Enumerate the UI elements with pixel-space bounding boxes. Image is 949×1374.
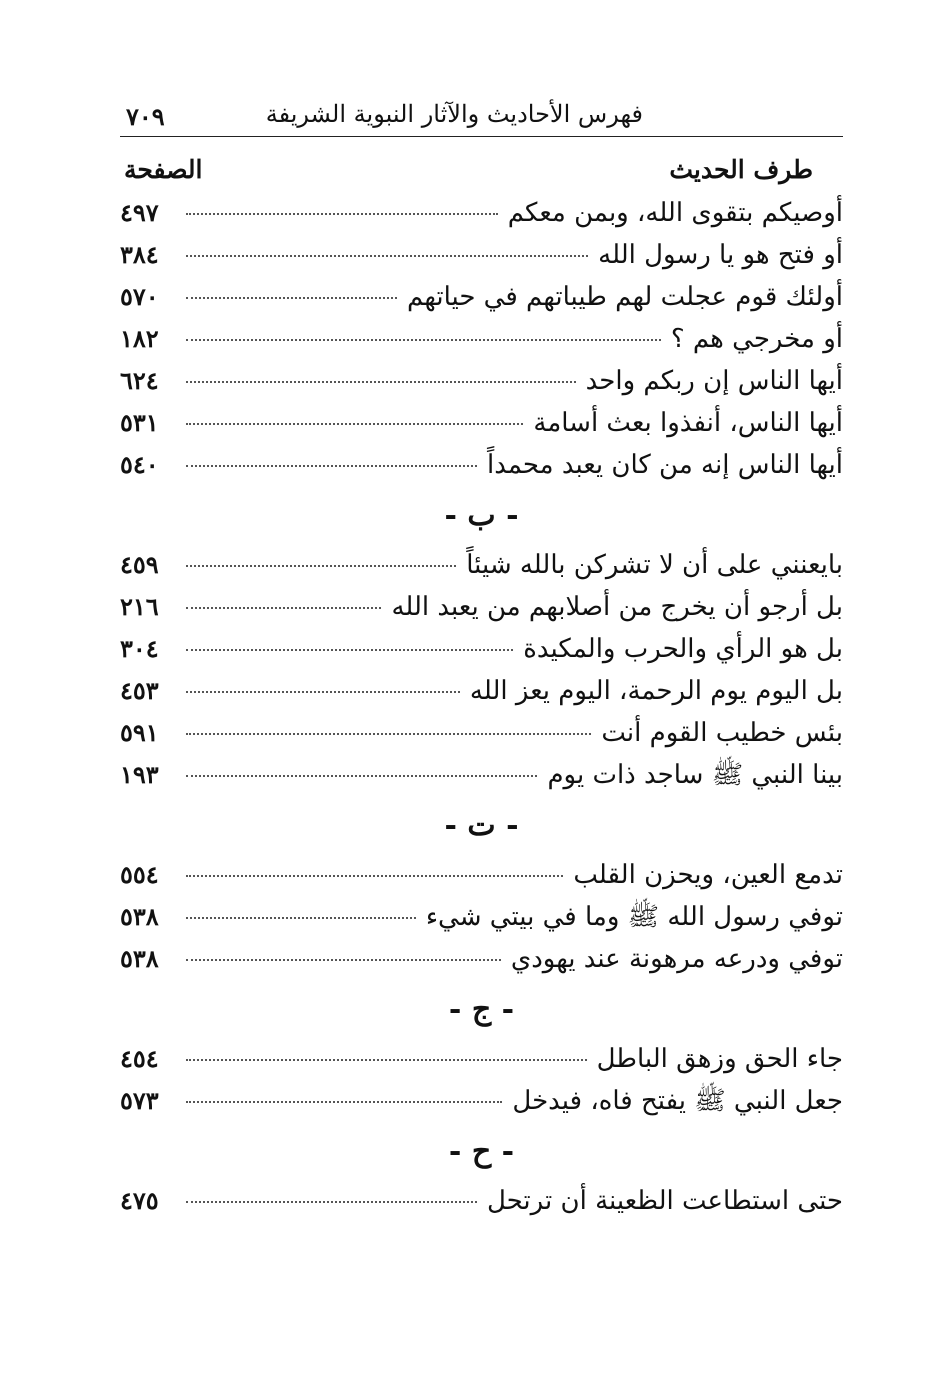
entry-page-number: ٥٣١ [120, 408, 159, 437]
dot-leader [186, 423, 523, 425]
dot-leader [186, 607, 381, 609]
section-letter-heading: - ب - [444, 497, 519, 533]
page-column-header: الصفحة [124, 155, 203, 184]
entry-page-number: ٥٧٣ [120, 1086, 159, 1115]
hadith-incipit: تدمع العين، ويحزن القلب [573, 860, 843, 890]
dot-leader [186, 213, 498, 215]
hadith-incipit: جاء الحق وزهق الباطل [596, 1044, 843, 1074]
entry-page-number: ١٨٢ [120, 324, 159, 353]
entry-page-number: ٥٩١ [120, 718, 159, 747]
index-entry [120, 754, 843, 796]
index-entry [120, 234, 843, 276]
hadith-incipit: حتى استطاعت الظعينة أن ترتحل [486, 1186, 843, 1216]
hadith-incipit: أوصيكم بتقوى الله، وبمن معكم [507, 198, 843, 228]
hadith-incipit: أولئك قوم عجلت لهم طيباتهم في حياتهم [407, 282, 843, 312]
hadith-incipit: توفي ودرعه مرهونة عند يهودي [510, 944, 843, 974]
hadith-incipit: توفي رسول الله ﷺ وما في بيتي شيء [425, 902, 843, 932]
entry-page-number: ٥٣٨ [120, 944, 159, 973]
index-entry [120, 360, 843, 402]
index-entry [120, 712, 843, 754]
section-letter-heading: - ج - [448, 991, 515, 1027]
dot-leader [186, 959, 501, 961]
index-entry [120, 276, 843, 318]
index-entry [120, 670, 843, 712]
index-entry [120, 544, 843, 586]
dot-leader [186, 691, 460, 693]
running-title: فهرس الأحاديث والآثار النبوية الشريفة [265, 100, 643, 128]
index-entry [120, 938, 843, 980]
running-header [120, 96, 843, 137]
entry-page-number: ٥٥٤ [120, 860, 159, 889]
entry-page-number: ٤٥٩ [120, 550, 159, 579]
hadith-incipit: جعل النبي ﷺ يفتح فاه، فيدخل [512, 1086, 843, 1116]
page-number: ٧٠٩ [126, 102, 165, 131]
index-entry [120, 586, 843, 628]
index-entry [120, 444, 843, 486]
dot-leader [186, 1201, 477, 1203]
hadith-incipit: أيها الناس إنه من كان يعبد محمداً [486, 450, 843, 480]
hadith-incipit: أيها الناس، أنفذوا بعث أسامة [533, 408, 843, 438]
hadith-incipit: بل هو الرأي والحرب والمكيدة [523, 634, 843, 664]
entry-page-number: ٣٠٤ [120, 634, 159, 663]
index-entry [120, 896, 843, 938]
entry-page-number: ٤٧٥ [120, 1186, 159, 1215]
dot-leader [186, 297, 397, 299]
index-entry [120, 854, 843, 896]
hadith-incipit: بينا النبي ﷺ ساجد ذات يوم [547, 760, 843, 790]
entry-page-number: ٢١٦ [120, 592, 159, 621]
entry-page-number: ٣٨٤ [120, 240, 159, 269]
entry-page-number: ٥٧٠ [120, 282, 159, 311]
entry-page-number: ٦٢٤ [120, 366, 159, 395]
column-headers [120, 155, 843, 189]
index-entry [120, 1180, 843, 1222]
dot-leader [186, 1101, 502, 1103]
section-letter-heading: - ت - [444, 807, 519, 843]
dot-leader [186, 875, 563, 877]
entry-page-number: ٥٤٠ [120, 450, 159, 479]
dot-leader [186, 381, 576, 383]
dot-leader [186, 255, 588, 257]
dot-leader [186, 917, 416, 919]
index-entry [120, 1038, 843, 1080]
dot-leader [186, 339, 661, 341]
index-entry [120, 628, 843, 670]
entry-page-number: ٥٣٨ [120, 902, 159, 931]
entry-page-number: ١٩٣ [120, 760, 159, 789]
index-entry [120, 318, 843, 360]
hadith-incipit: بل اليوم يوم الرحمة، اليوم يعز الله [469, 676, 843, 706]
section-letter-heading: - ح - [448, 1133, 515, 1169]
hadith-incipit: بل أرجو أن يخرج من أصلابهم من يعبد الله [391, 592, 843, 622]
entry-page-number: ٤٩٧ [120, 198, 159, 227]
dot-leader [186, 465, 477, 467]
hadith-incipit: بئس خطيب القوم أنت [601, 718, 843, 748]
index-entries [120, 192, 843, 1222]
hadith-incipit: بايعنني على أن لا تشركن بالله شيئاً [466, 550, 843, 580]
dot-leader [186, 775, 537, 777]
entry-page-number: ٤٥٤ [120, 1044, 159, 1073]
entry-page-number: ٤٥٣ [120, 676, 159, 705]
dot-leader [186, 649, 513, 651]
dot-leader [186, 733, 591, 735]
dot-leader [186, 1059, 587, 1061]
hadith-incipit: أيها الناس إن ربكم واحد [585, 366, 843, 396]
dot-leader [186, 565, 456, 567]
hadith-incipit: أو فتح هو يا رسول الله [598, 240, 843, 270]
index-entry [120, 192, 843, 234]
index-entry [120, 402, 843, 444]
hadith-incipit: أو مخرجي هم ؟ [670, 324, 843, 354]
hadith-column-header: طرف الحديث [669, 155, 813, 184]
index-entry [120, 1080, 843, 1122]
